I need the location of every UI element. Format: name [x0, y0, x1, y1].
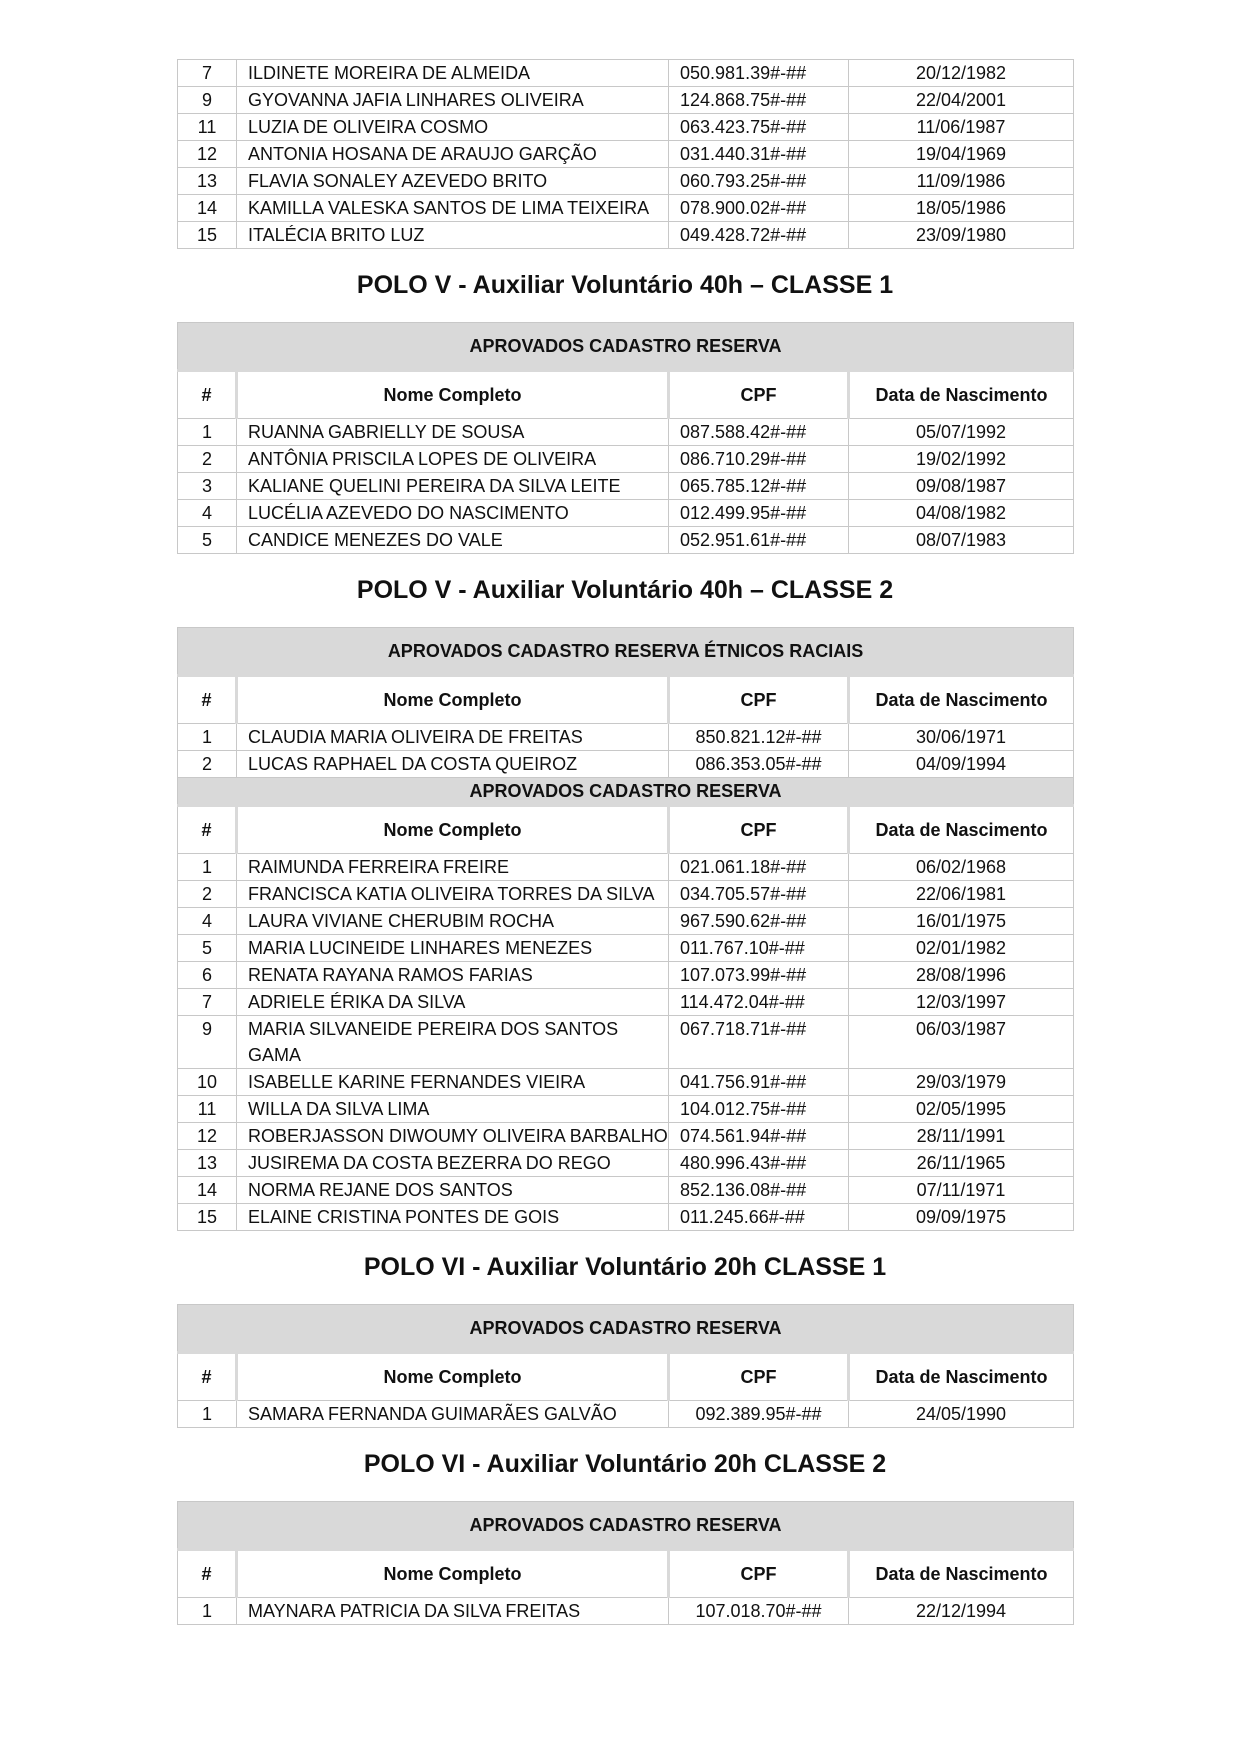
column-header-name: Nome Completo — [237, 1353, 669, 1401]
results-table — [177, 322, 1074, 554]
row-number: 10 — [178, 1069, 237, 1096]
table-row — [178, 473, 1074, 500]
birth-date: 29/03/1979 — [849, 1069, 1074, 1096]
row-number: 13 — [178, 1150, 237, 1177]
cpf: 124.868.75#-## — [669, 87, 849, 114]
cpf: 050.981.39#-## — [669, 60, 849, 87]
table-band-header: APROVADOS CADASTRO RESERVA — [178, 1502, 1074, 1550]
full-name: SAMARA FERNANDA GUIMARÃES GALVÃO — [237, 1401, 669, 1428]
full-name — [237, 1016, 669, 1069]
full-name: RAIMUNDA FERREIRA FREIRE — [237, 854, 669, 881]
row-number: 1 — [178, 1401, 237, 1428]
column-header-number: # — [178, 371, 237, 419]
row-number: 11 — [178, 114, 237, 141]
row-number: 4 — [178, 908, 237, 935]
row-number: 9 — [178, 1016, 237, 1069]
birth-date: 05/07/1992 — [849, 419, 1074, 446]
row-number: 15 — [178, 1204, 237, 1231]
cpf: 052.951.61#-## — [669, 527, 849, 554]
cpf: 480.996.43#-## — [669, 1150, 849, 1177]
table-row — [178, 908, 1074, 935]
cpf: 041.756.91#-## — [669, 1069, 849, 1096]
section-title: POLO VI - Auxiliar Voluntário 20h CLASSE 2 — [363, 1450, 887, 1478]
cpf: 850.821.12#-## — [669, 724, 849, 751]
table-row — [178, 1150, 1074, 1177]
table-row — [178, 114, 1074, 141]
cpf: 060.793.25#-## — [669, 168, 849, 195]
table-row — [178, 751, 1074, 778]
cpf: 086.353.05#-## — [669, 751, 849, 778]
birth-date: 28/11/1991 — [849, 1123, 1074, 1150]
cpf: 063.423.75#-## — [669, 114, 849, 141]
row-number: 7 — [178, 60, 237, 87]
table-row — [178, 222, 1074, 249]
table-band-header: APROVADOS CADASTRO RESERVA — [178, 323, 1074, 371]
section-title: POLO V - Auxiliar Voluntário 40h – CLASSE 1 — [356, 271, 894, 299]
birth-date: 24/05/1990 — [849, 1401, 1074, 1428]
row-number: 2 — [178, 751, 237, 778]
row-number: 1 — [178, 419, 237, 446]
birth-date: 18/05/1986 — [849, 195, 1074, 222]
table-row — [178, 1016, 1074, 1069]
birth-date: 06/02/1968 — [849, 854, 1074, 881]
row-number: 12 — [178, 141, 237, 168]
full-name: CANDICE MENEZES DO VALE — [237, 527, 669, 554]
table-row — [178, 168, 1074, 195]
table-row — [178, 60, 1074, 87]
full-name: LAURA VIVIANE CHERUBIM ROCHA — [237, 908, 669, 935]
cpf: 967.590.62#-## — [669, 908, 849, 935]
table-band-header: APROVADOS CADASTRO RESERVA — [178, 1305, 1074, 1353]
table-band-header: APROVADOS CADASTRO RESERVA — [178, 778, 1074, 806]
column-header-birth-date: Data de Nascimento — [849, 676, 1074, 724]
results-table — [177, 1501, 1074, 1625]
column-header-name: Nome Completo — [237, 1550, 669, 1598]
full-name: ISABELLE KARINE FERNANDES VIEIRA — [237, 1069, 669, 1096]
column-header-cpf: CPF — [669, 1550, 849, 1598]
column-header-birth-date: Data de Nascimento — [849, 371, 1074, 419]
full-name: ANTONIA HOSANA DE ARAUJO GARÇÃO — [237, 141, 669, 168]
birth-date: 04/08/1982 — [849, 500, 1074, 527]
row-number: 13 — [178, 168, 237, 195]
full-name: ITALÉCIA BRITO LUZ — [237, 222, 669, 249]
column-header-number: # — [178, 806, 237, 854]
cpf: 065.785.12#-## — [669, 473, 849, 500]
results-table — [177, 627, 1074, 1231]
full-name: MARIA LUCINEIDE LINHARES MENEZES — [237, 935, 669, 962]
cpf: 011.245.66#-## — [669, 1204, 849, 1231]
table-row — [178, 935, 1074, 962]
table-row — [178, 854, 1074, 881]
full-name: FLAVIA SONALEY AZEVEDO BRITO — [237, 168, 669, 195]
table-row — [178, 446, 1074, 473]
full-name: KAMILLA VALESKA SANTOS DE LIMA TEIXEIRA — [237, 195, 669, 222]
column-header-cpf: CPF — [669, 371, 849, 419]
birth-date: 06/03/1987 — [849, 1016, 1074, 1069]
birth-date: 19/02/1992 — [849, 446, 1074, 473]
full-name: RENATA RAYANA RAMOS FARIAS — [237, 962, 669, 989]
birth-date: 02/05/1995 — [849, 1096, 1074, 1123]
row-number: 15 — [178, 222, 237, 249]
birth-date: 30/06/1971 — [849, 724, 1074, 751]
row-number: 4 — [178, 500, 237, 527]
section-title: POLO VI - Auxiliar Voluntário 20h CLASSE 1 — [363, 1253, 887, 1281]
column-header-name: Nome Completo — [237, 676, 669, 724]
row-number: 12 — [178, 1123, 237, 1150]
full-name: JUSIREMA DA COSTA BEZERRA DO REGO — [237, 1150, 669, 1177]
row-number: 14 — [178, 1177, 237, 1204]
row-number: 1 — [178, 1598, 237, 1625]
column-header-name: Nome Completo — [237, 806, 669, 854]
table-row — [178, 419, 1074, 446]
cpf: 074.561.94#-## — [669, 1123, 849, 1150]
full-name: LUCÉLIA AZEVEDO DO NASCIMENTO — [237, 500, 669, 527]
birth-date: 04/09/1994 — [849, 751, 1074, 778]
table-row — [178, 87, 1074, 114]
cpf: 092.389.95#-## — [669, 1401, 849, 1428]
row-number: 1 — [178, 724, 237, 751]
column-header-cpf: CPF — [669, 676, 849, 724]
table-row — [178, 1069, 1074, 1096]
birth-date: 22/06/1981 — [849, 881, 1074, 908]
birth-date: 23/09/1980 — [849, 222, 1074, 249]
cpf: 114.472.04#-## — [669, 989, 849, 1016]
table-row — [178, 527, 1074, 554]
table-band-header: APROVADOS CADASTRO RESERVA ÉTNICOS RACIAIS — [178, 628, 1074, 676]
table-row — [178, 1401, 1074, 1428]
column-header-name: Nome Completo — [237, 371, 669, 419]
row-number: 14 — [178, 195, 237, 222]
cpf: 078.900.02#-## — [669, 195, 849, 222]
row-number: 2 — [178, 446, 237, 473]
full-name: LUCAS RAPHAEL DA COSTA QUEIROZ — [237, 751, 669, 778]
cpf: 852.136.08#-## — [669, 1177, 849, 1204]
table-row — [178, 1177, 1074, 1204]
cpf: 086.710.29#-## — [669, 446, 849, 473]
table-row — [178, 500, 1074, 527]
full-name-line-2: GAMA — [248, 1045, 302, 1065]
full-name: ILDINETE MOREIRA DE ALMEIDA — [237, 60, 669, 87]
cpf: 031.440.31#-## — [669, 141, 849, 168]
birth-date: 02/01/1982 — [849, 935, 1074, 962]
results-table — [177, 1304, 1074, 1428]
full-name: ANTÔNIA PRISCILA LOPES DE OLIVEIRA — [237, 446, 669, 473]
column-header-birth-date: Data de Nascimento — [849, 1353, 1074, 1401]
cpf: 011.767.10#-## — [669, 935, 849, 962]
row-number: 5 — [178, 527, 237, 554]
table-row — [178, 1096, 1074, 1123]
section-title: POLO V - Auxiliar Voluntário 40h – CLASSE 2 — [356, 576, 894, 604]
row-number: 1 — [178, 854, 237, 881]
full-name: ADRIELE ÉRIKA DA SILVA — [237, 989, 669, 1016]
continued-table — [177, 59, 1074, 249]
row-number: 9 — [178, 87, 237, 114]
full-name: CLAUDIA MARIA OLIVEIRA DE FREITAS — [237, 724, 669, 751]
birth-date: 22/04/2001 — [849, 87, 1074, 114]
birth-date: 07/11/1971 — [849, 1177, 1074, 1204]
column-header-number: # — [178, 1353, 237, 1401]
row-number: 5 — [178, 935, 237, 962]
full-name-line-1: MARIA SILVANEIDE PEREIRA DOS SANTOS — [248, 1019, 619, 1039]
birth-date: 22/12/1994 — [849, 1598, 1074, 1625]
cpf: 012.499.95#-## — [669, 500, 849, 527]
table-row — [178, 141, 1074, 168]
full-name: LUZIA DE OLIVEIRA COSMO — [237, 114, 669, 141]
birth-date: 09/09/1975 — [849, 1204, 1074, 1231]
full-name: MAYNARA PATRICIA DA SILVA FREITAS — [237, 1598, 669, 1625]
table-row — [178, 724, 1074, 751]
document-page — [177, 59, 1073, 1625]
cpf: 107.073.99#-## — [669, 962, 849, 989]
birth-date: 08/07/1983 — [849, 527, 1074, 554]
birth-date: 16/01/1975 — [849, 908, 1074, 935]
full-name: NORMA REJANE DOS SANTOS — [237, 1177, 669, 1204]
table-row — [178, 1204, 1074, 1231]
table-row — [178, 1123, 1074, 1150]
birth-date: 20/12/1982 — [849, 60, 1074, 87]
row-number: 3 — [178, 473, 237, 500]
full-name: FRANCISCA KATIA OLIVEIRA TORRES DA SILVA — [237, 881, 669, 908]
table-row — [178, 195, 1074, 222]
birth-date: 19/04/1969 — [849, 141, 1074, 168]
birth-date: 28/08/1996 — [849, 962, 1074, 989]
birth-date: 11/09/1986 — [849, 168, 1074, 195]
row-number: 7 — [178, 989, 237, 1016]
full-name: KALIANE QUELINI PEREIRA DA SILVA LEITE — [237, 473, 669, 500]
column-header-birth-date: Data de Nascimento — [849, 806, 1074, 854]
cpf: 021.061.18#-## — [669, 854, 849, 881]
full-name: ROBERJASSON DIWOUMY OLIVEIRA BARBALHO — [237, 1123, 669, 1150]
row-number: 2 — [178, 881, 237, 908]
table-row — [178, 962, 1074, 989]
full-name: GYOVANNA JAFIA LINHARES OLIVEIRA — [237, 87, 669, 114]
full-name: WILLA DA SILVA LIMA — [237, 1096, 669, 1123]
row-number: 11 — [178, 1096, 237, 1123]
birth-date: 09/08/1987 — [849, 473, 1074, 500]
cpf: 087.588.42#-## — [669, 419, 849, 446]
birth-date: 11/06/1987 — [849, 114, 1074, 141]
column-header-cpf: CPF — [669, 806, 849, 854]
birth-date: 12/03/1997 — [849, 989, 1074, 1016]
table-row — [178, 989, 1074, 1016]
cpf: 049.428.72#-## — [669, 222, 849, 249]
cpf: 104.012.75#-## — [669, 1096, 849, 1123]
column-header-cpf: CPF — [669, 1353, 849, 1401]
cpf: 067.718.71#-## — [669, 1016, 849, 1069]
table-row — [178, 1598, 1074, 1625]
table-row — [178, 881, 1074, 908]
column-header-number: # — [178, 1550, 237, 1598]
column-header-number: # — [178, 676, 237, 724]
column-header-birth-date: Data de Nascimento — [849, 1550, 1074, 1598]
cpf: 034.705.57#-## — [669, 881, 849, 908]
birth-date: 26/11/1965 — [849, 1150, 1074, 1177]
cpf: 107.018.70#-## — [669, 1598, 849, 1625]
full-name: RUANNA GABRIELLY DE SOUSA — [237, 419, 669, 446]
full-name: ELAINE CRISTINA PONTES DE GOIS — [237, 1204, 669, 1231]
row-number: 6 — [178, 962, 237, 989]
